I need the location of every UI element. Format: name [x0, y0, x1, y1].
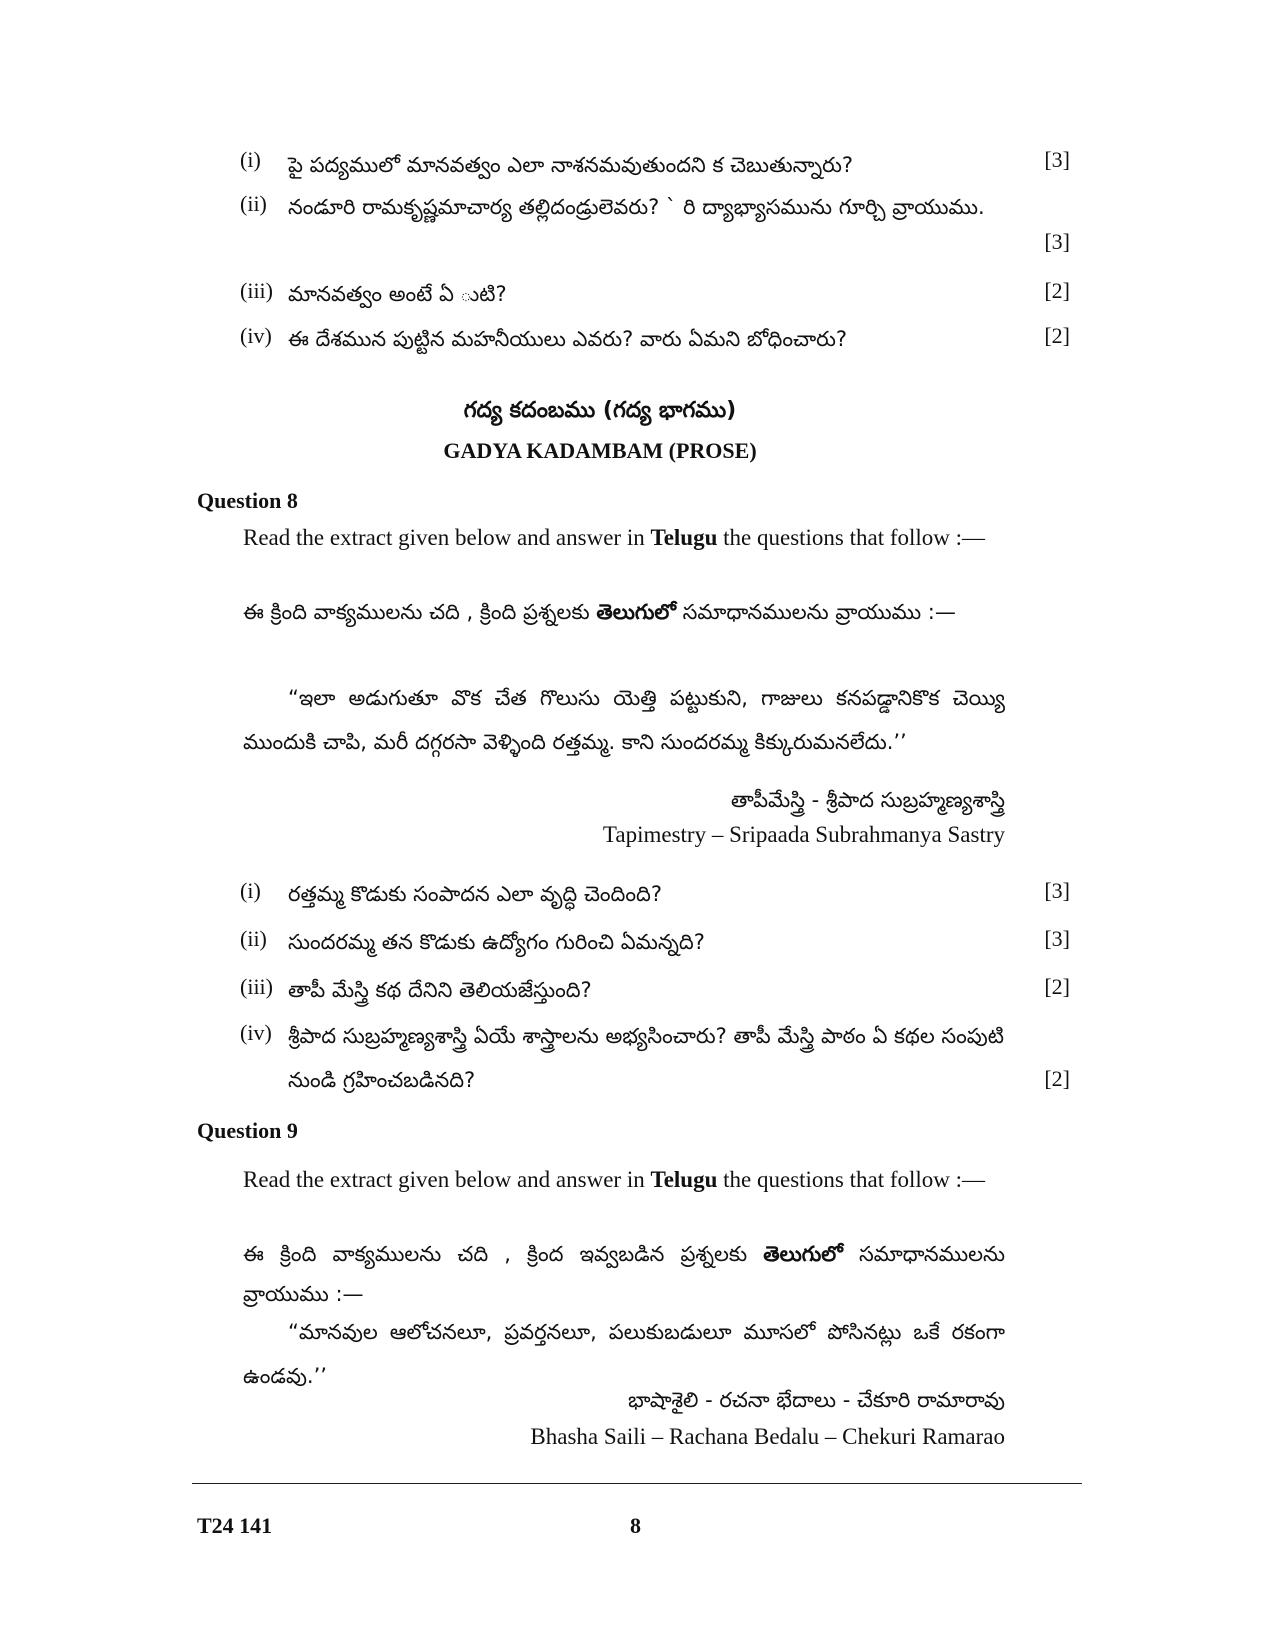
- marks: [2]: [1044, 1066, 1070, 1091]
- page-number: 8: [630, 1513, 641, 1538]
- question-item: [240, 1014, 1070, 1102]
- section-heading-telugu: గద్య కదంబము (గద్య భాగము): [463, 398, 737, 423]
- question-label: Question 8: [197, 488, 298, 513]
- question-item: [240, 872, 1070, 916]
- question-number: (iv): [240, 323, 272, 348]
- question-text: సుందరమ్మ తన కొడుకు ఉద్యోగం గురించి ఏమన్నది?: [288, 930, 705, 954]
- question-text: శ్రీపాద సుబ్రహ్మణ్యశాస్త్రి ఏయే శాస్త్రాలను అభ్యసించారు? తాపీ మేస్త్రి పాఠం ఏ కథల సంపుటి నుండి గ్రహించబడినది?: [288, 1024, 1004, 1092]
- marks: [2]: [1044, 323, 1070, 348]
- marks: [3]: [1044, 926, 1070, 951]
- question-text: రత్తమ్మ కొడుకు సంపాదన ఎలా వృద్ధి చెందింది?: [288, 882, 662, 906]
- source-telugu: తాపీమేస్త్రి - శ్రీపాద సుబ్రహ్మణ్యశాస్త్రి: [730, 788, 1005, 812]
- marks: [3]: [1044, 147, 1070, 172]
- footer-divider: [192, 1483, 1082, 1484]
- question-label: Question 9: [197, 1118, 298, 1143]
- question-number: (ii): [240, 926, 267, 951]
- instruction-telugu: ఈ క్రింది వాక్యములను చది , క్రింది ప్రశ్నలకు తెలుగులో సమాధానములను వ్రాయుము :—: [243, 600, 956, 624]
- paper-code: T24 141: [197, 1513, 273, 1538]
- marks: [3]: [1044, 229, 1070, 254]
- question-number: (i): [240, 147, 261, 172]
- marks: [3]: [1044, 878, 1070, 903]
- question-number: (ii): [240, 191, 267, 216]
- emphasis: తెలుగులో: [596, 600, 676, 624]
- question-text: తాపీ మేస్త్రి కథ దేనిని తెలియజేస్తుంది?: [288, 978, 592, 1002]
- emphasis: Telugu: [650, 525, 718, 550]
- question-text: పై పద్యములో మానవత్వం ఎలా నాశనమవుతుందని క చెబుతున్నారు?: [288, 153, 854, 177]
- question-item: [240, 143, 1070, 187]
- question-text: మానవత్వం అంటే ఏ ుటి?: [288, 282, 507, 306]
- emphasis: Telugu: [650, 1167, 718, 1192]
- question-item: [240, 920, 1070, 964]
- instruction-english: Read the extract given below and answer in Telugu the questions that follow :—: [243, 1167, 986, 1192]
- question-item: [240, 185, 1070, 273]
- question-item: [240, 968, 1070, 1012]
- question-text: నండూరి రామకృష్ణమాచార్య తల్లిదండ్రులెవరు? ` రి ద్యాభ్యాసమును గూర్చి వ్రాయుము.: [288, 195, 985, 219]
- instruction-english: Read the extract given below and answer in Telugu the questions that follow :—: [243, 525, 986, 550]
- question-item: [240, 272, 1070, 316]
- marks: [2]: [1044, 974, 1070, 999]
- question-number: (iii): [240, 974, 273, 999]
- source-english: Tapimestry – Sripaada Subrahmanya Sastry: [602, 822, 1005, 847]
- extract-quote: “ఇలా అడుగుతూ వొక చేత గొలుసు యెత్తి పట్టుకుని, గాజులు కనపడ్డానికొక చెయ్యి ముందుకి చాపి, మరీ దగ్గరసా వెళ్ళింది రత్తమ్మ. కాని సుందరమ్మ కిక్కురుమనలేదు.’’: [243, 686, 1005, 754]
- extract-quote: “మానవుల ఆలోచనలూ, ప్రవర్తనలూ, పలుకుబడులూ మూసలో పోసినట్లు ఒకే రకంగా ఉండవు.’’: [243, 1320, 1005, 1388]
- source-telugu: భాషాశైలి - రచనా భేదాలు - చేకూరి రామారావు: [627, 1388, 1005, 1412]
- question-number: (i): [240, 878, 261, 903]
- question-item: [240, 317, 1070, 361]
- question-number: (iv): [240, 1020, 272, 1045]
- instruction-telugu: ఈ క్రింది వాక్యములను చది , క్రింద ఇవ్వబడిన ప్రశ్నలకు తెలుగులో సమాధానములను వ్రాయుము :—: [243, 1242, 1005, 1306]
- marks: [2]: [1044, 278, 1070, 303]
- source-english: Bhasha Saili – Rachana Bedalu – Chekuri Ramarao: [530, 1424, 1005, 1449]
- question-text: ఈ దేశమున పుట్టిన మహనీయులు ఎవరు? వారు ఏమని బోధించారు?: [288, 327, 848, 351]
- emphasis: తెలుగులో: [763, 1242, 843, 1266]
- section-heading-english: GADYA KADAMBAM (PROSE): [443, 438, 757, 463]
- question-number: (iii): [240, 278, 273, 303]
